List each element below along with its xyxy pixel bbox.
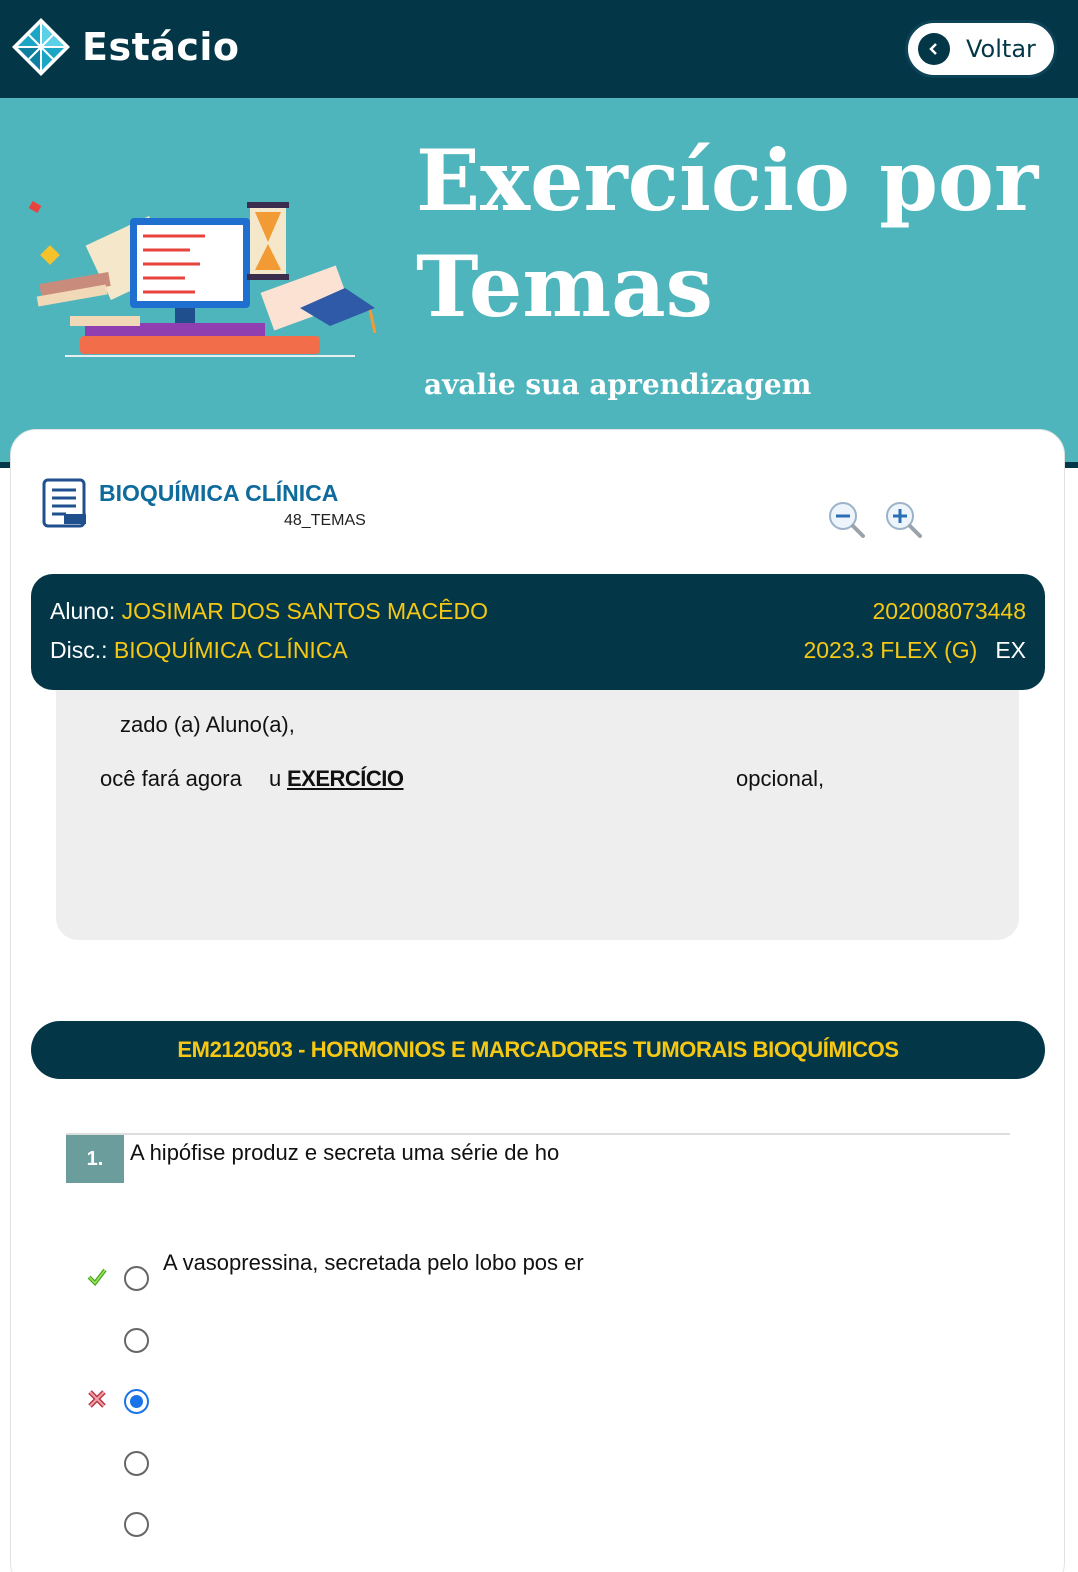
question-text: A hipófise produz e secreta uma série de ho (130, 1140, 560, 1165)
discipline-group (50, 637, 348, 664)
chevron-left-icon (918, 33, 950, 65)
option-c-radio[interactable] (124, 1389, 149, 1414)
student-row (50, 598, 1026, 625)
back-button[interactable] (905, 20, 1057, 78)
notice-box (56, 690, 1019, 940)
hero-banner (0, 98, 1078, 468)
back-button-label: Voltar (966, 35, 1036, 63)
hero-title-line2: Temas (416, 237, 713, 336)
option-e-radio[interactable] (124, 1512, 149, 1537)
course-header (42, 478, 1022, 538)
period-group (803, 637, 1026, 664)
zoom-in-icon[interactable] (884, 500, 924, 540)
discipline-name: BIOQUÍMICA CLÍNICA (113, 637, 348, 663)
question-divider (66, 1133, 1010, 1135)
hero-subtitle: avalie sua aprendizagem (424, 368, 812, 401)
student-name-group (50, 598, 488, 625)
wrong-x-icon (86, 1388, 108, 1410)
topic-label: EM2120503 - HORMONIOS E MARCADORES TUMORAIS BIOQUÍMICOS (177, 1037, 899, 1062)
discipline-row (50, 637, 1026, 664)
document-list-icon (42, 478, 88, 528)
student-info-bar (31, 574, 1045, 690)
greeting-text: zado (a) Aluno(a), (120, 712, 295, 737)
estacio-logo[interactable] (10, 16, 240, 78)
zoom-out-icon[interactable] (827, 500, 867, 540)
notice-text-c: opcional, (736, 766, 825, 791)
exercise-link[interactable]: EXERCÍCIO (287, 766, 404, 791)
question-number: 1. (66, 1135, 124, 1183)
estacio-diamond-icon (10, 16, 72, 78)
notice-text-a: ocê fará agora (100, 766, 242, 791)
student-name: JOSIMAR DOS SANTOS MACÊDO (121, 598, 488, 624)
top-bar (0, 0, 1078, 98)
option-a-radio[interactable] (124, 1266, 149, 1291)
study-illustration (25, 198, 385, 448)
hero-title-line1: Exercício por (416, 131, 1039, 230)
correct-check-icon (86, 1266, 108, 1288)
option-d-radio[interactable] (124, 1451, 149, 1476)
option-a-text: A vasopressina, secretada pelo lobo pos er (163, 1250, 584, 1275)
hero-title (416, 128, 1056, 340)
period: 2023.3 FLEX (G) (803, 637, 978, 663)
option-b-radio[interactable] (124, 1328, 149, 1353)
course-code: 48_TEMAS (284, 512, 366, 529)
aluno-label: Aluno: (50, 598, 116, 624)
notice-text-b: u (269, 766, 282, 791)
brand-name: Estácio (82, 25, 240, 69)
student-id: 202008073448 (872, 598, 1026, 624)
topic-bar (31, 1021, 1045, 1079)
exercise-type: EX (995, 637, 1026, 663)
disc-label: Disc.: (50, 637, 108, 663)
course-title: BIOQUÍMICA CLÍNICA (99, 480, 339, 506)
